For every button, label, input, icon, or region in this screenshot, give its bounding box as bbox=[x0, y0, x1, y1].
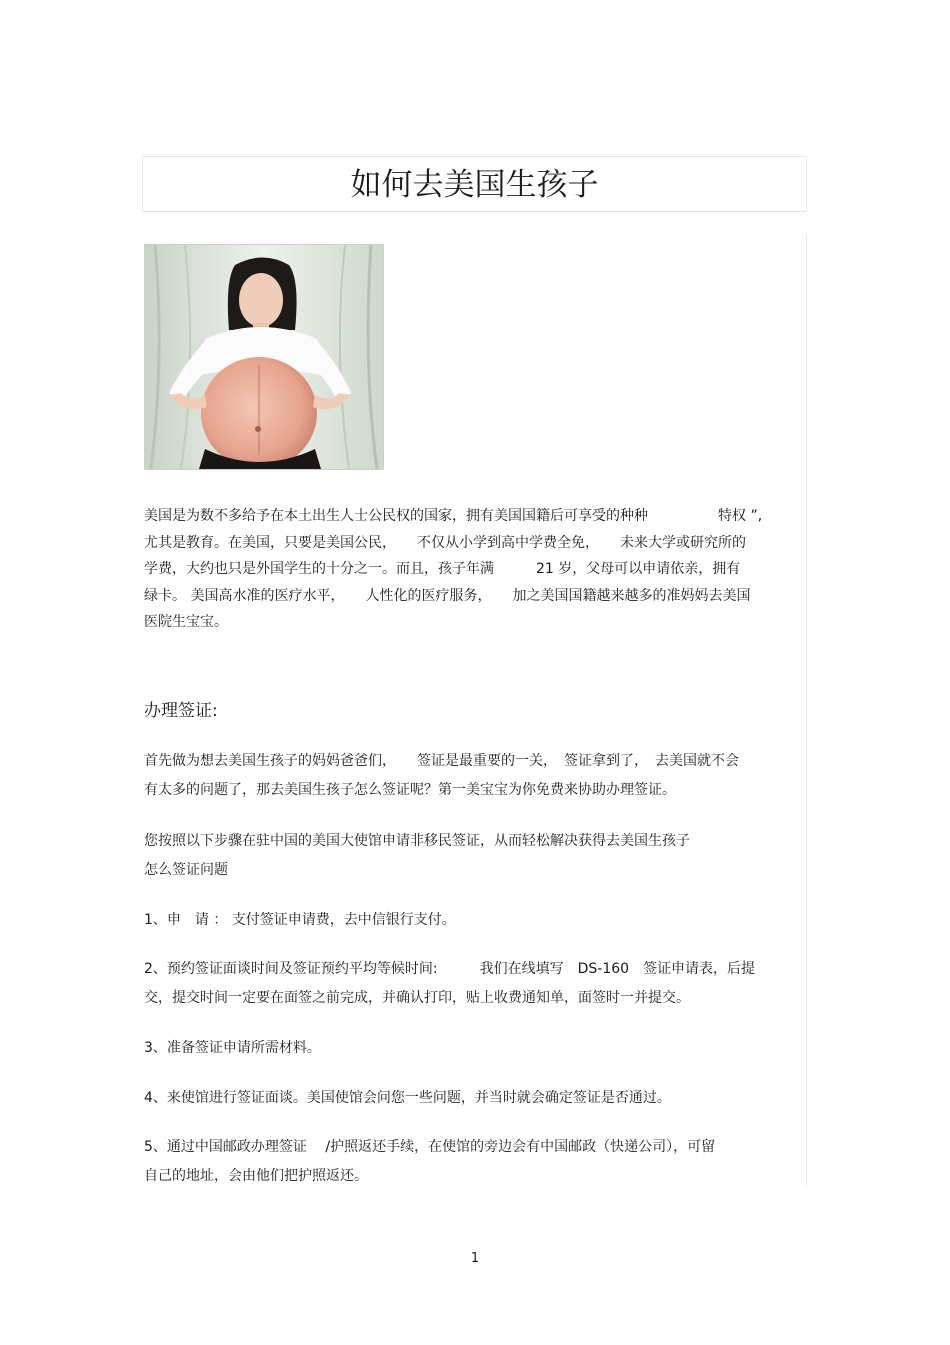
steps-intro-line: 怎么签证问题 bbox=[144, 862, 228, 878]
step-line: 自己的地址，会由他们把护照返还。 bbox=[144, 1168, 368, 1184]
step-line: 1、申 请 ： 支付签证申请费，去中信银行支付。 bbox=[144, 912, 456, 928]
visa-paragraph bbox=[144, 747, 804, 805]
intro-line: 学费，大约也只是外国学生的十分之一。而且，孩子年满 21 岁，父母可以申请依亲，拥有 bbox=[144, 561, 741, 577]
step-line: 交，提交时间一定要在面签之前完成，并确认打印，贴上收费通知单，面签时一并提交。 bbox=[144, 990, 690, 1006]
steps-intro-line: 您按照以下步骤在驻中国的美国大使馆申请非移民签证，从而轻松解决获得去美国生孩子 bbox=[144, 833, 690, 849]
intro-paragraph bbox=[144, 503, 804, 636]
step-1 bbox=[144, 906, 804, 935]
step-4 bbox=[144, 1084, 804, 1113]
page-number: 1 bbox=[470, 1251, 480, 1266]
step-line: 4、来使馆进行签证面谈。美国使馆会问您一些问题，并当时就会确定签证是否通过。 bbox=[144, 1090, 671, 1106]
step-5 bbox=[144, 1133, 804, 1191]
visa-line: 首先做为想去美国生孩子的妈妈爸爸们， 签证是最重要的一关， 签证拿到了， 去美国就不会 bbox=[144, 753, 739, 769]
title-box bbox=[142, 156, 807, 212]
step-3 bbox=[144, 1034, 804, 1063]
pregnant-woman-photo bbox=[144, 244, 384, 470]
section-heading-visa: 办理签证: bbox=[144, 701, 218, 721]
step-line: 2、预约签证面谈时间及签证预约平均等候时间: 我们在线填写 DS-160 签证申请表，后提 bbox=[144, 961, 756, 977]
step-2 bbox=[144, 955, 804, 1013]
intro-line: 尤其是教育。在美国，只要是美国公民， 不仅从小学到高中学费全免， 未来大学或研究所的 bbox=[144, 534, 746, 551]
intro-line: 医院生宝宝。 bbox=[144, 614, 228, 630]
photo-illustration bbox=[145, 245, 383, 469]
intro-line: 绿卡。 美国高水准的医疗水平， 人性化的医疗服务， 加之美国国籍越来越多的准妈妈去美国 bbox=[144, 587, 751, 604]
intro-line: 美国是为数不多给予在本土出生人士公民权的国家，拥有美国国籍后可享受的种种 特权 ”, bbox=[144, 508, 763, 524]
visa-line: 有太多的问题了，那去美国生孩子怎么签证呢？第一美宝宝为你免费来协助办理签证。 bbox=[144, 782, 676, 798]
step-line: 3、准备签证申请所需材料。 bbox=[144, 1040, 321, 1056]
step-line: 5、通过中国邮政办理签证 /护照返还手续，在使馆的旁边会有中国邮政（快递公司），可留 bbox=[144, 1139, 716, 1155]
steps-intro-paragraph bbox=[144, 827, 804, 885]
page-title: 如何去美国生孩子 bbox=[350, 167, 599, 203]
